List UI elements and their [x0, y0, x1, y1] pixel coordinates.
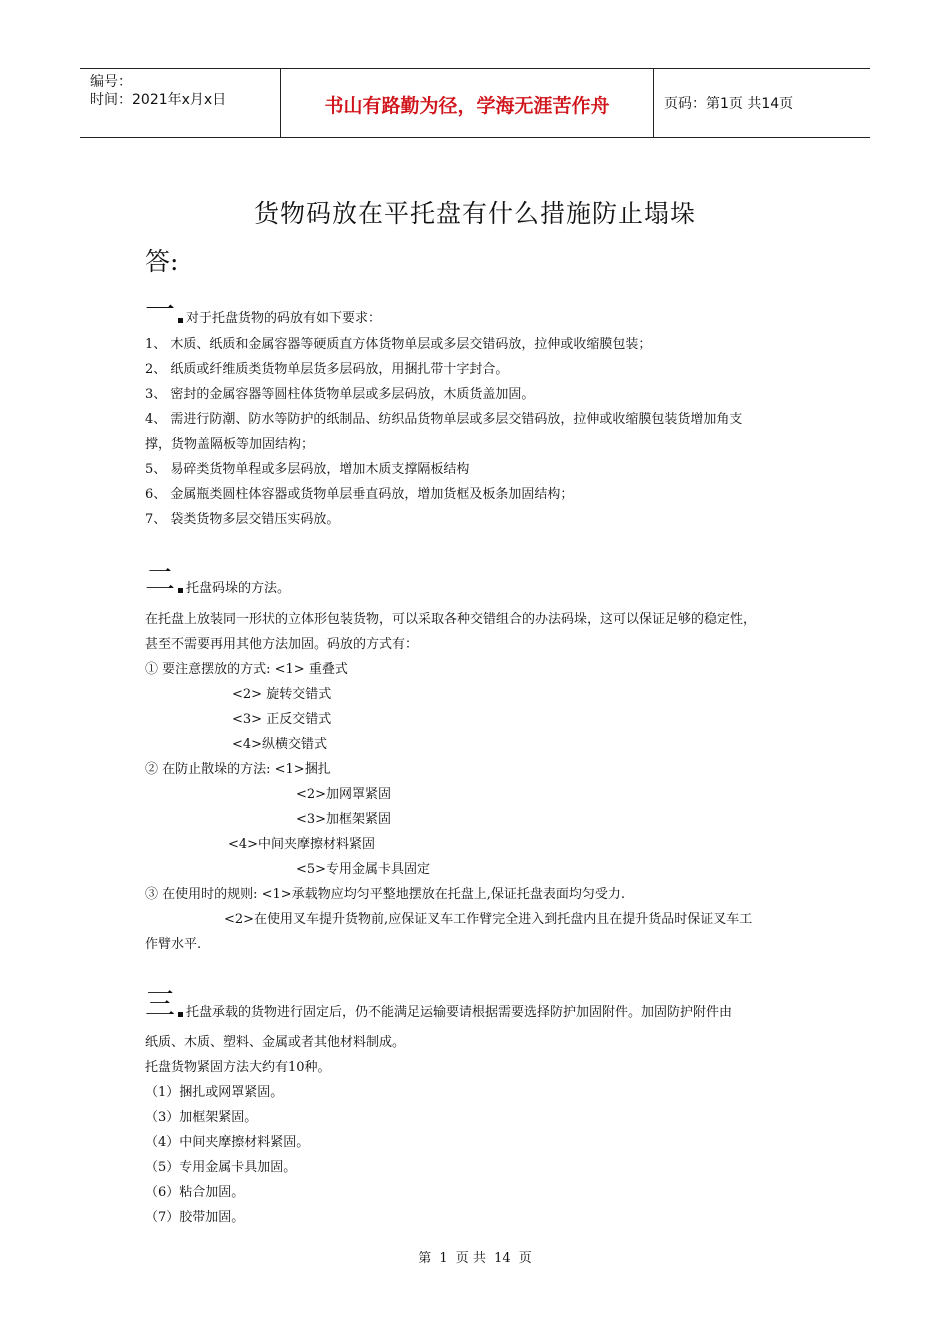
section3-item: （3）加框架紧固。 [145, 1110, 258, 1125]
page-title: 货物码放在平托盘有什么措施防止塌垛 [253, 199, 696, 228]
section2-method-b-item: <4>中间夹摩擦材料紧固 [228, 837, 376, 852]
section3-item: （4）中间夹摩擦材料紧固。 [145, 1135, 310, 1150]
section1-numeral: 一 [145, 293, 175, 328]
section2-method-c-item: 作臂水平. [145, 937, 202, 952]
document-number-label: 编号： [90, 74, 132, 90]
header-left-cell [80, 69, 281, 137]
section1-item: 3、 密封的金属容器等圆柱体货物单层或多层码放，木质货盖加固。 [145, 387, 535, 402]
section2-method-a-item: <2> 旋转交错式 [232, 687, 332, 702]
section3-item: （6）粘合加固。 [145, 1185, 245, 1200]
footer-prefix: 第 [418, 1251, 432, 1266]
section2-method-a-item: <4>纵横交错式 [232, 737, 328, 752]
bullet-dot [178, 1012, 183, 1017]
section1-item: 5、 易碎类货物单程或多层码放，增加木质支撑隔板结构 [145, 462, 470, 477]
header-middle-cell [281, 69, 654, 137]
section2-method-c-item: <2>在使用叉车提升货物前,应保证叉车工作臂完全进入到托盘内且在提升货品时保证叉车工 [224, 912, 753, 927]
page-footer [0, 1247, 950, 1266]
document-date: 时间：2021年x月x日 [90, 92, 227, 108]
section3-item: （7）胶带加固。 [145, 1210, 245, 1225]
section3-heading-text: 托盘承载的货物进行固定后，仍不能满足运输要请根据需要选择防护加固附件。加固防护附件由 [186, 1005, 733, 1020]
section2-method-b-item: <5>专用金属卡具固定 [296, 862, 431, 877]
section3-heading [145, 987, 733, 1022]
answer-label: 答: [145, 247, 179, 276]
section3-item: （1）捆扎或网罩紧固。 [145, 1085, 284, 1100]
section2-heading [145, 563, 291, 598]
section2-method-b: ② 在防止散垛的方法: <1>捆扎 [145, 762, 331, 777]
section1-item: 4、 需进行防潮、防水等防护的纸制品、纺织品货物单层或多层交错码放，拉伸或收缩膜包装货增加角支 [145, 412, 743, 427]
section2-intro: 甚至不需要再用其他方法加固。码放的方式有： [145, 637, 419, 652]
section2-numeral: 二 [145, 563, 175, 598]
section1-item: 1、 木质、纸质和金属容器等硬质直方体货物单层或多层交错码放，拉伸或收缩膜包装； [145, 337, 652, 352]
footer-total-pages: 14 [494, 1251, 511, 1266]
section3-text: 托盘货物紧固方法大约有10种。 [145, 1060, 331, 1075]
header-right-cell [654, 69, 870, 137]
section1-heading [145, 293, 382, 328]
header-page-info: 页码：第1页 共14页 [664, 96, 794, 112]
section2-method-a-item: <3> 正反交错式 [232, 712, 332, 727]
bullet-dot [178, 318, 183, 323]
section2-heading-text: 托盘码垛的方法。 [186, 581, 291, 596]
section2-method-c: ③ 在使用时的规则: <1>承载物应均匀平整地摆放在托盘上,保证托盘表面均匀受力. [145, 887, 625, 902]
section3-text: 纸质、木质、塑料、金属或者其他材料制成。 [145, 1035, 406, 1050]
section2-method-a: ① 要注意摆放的方式: <1> 重叠式 [145, 662, 348, 677]
footer-page-number: 1 [439, 1251, 448, 1266]
bullet-dot [178, 588, 183, 593]
header-table [80, 68, 870, 138]
section2-method-b-item: <3>加框架紧固 [296, 812, 392, 827]
section1-heading-text: 对于托盘货物的码放有如下要求： [186, 311, 382, 326]
header-motto: 书山有路勤为径，学海无涯苦作舟 [324, 95, 610, 117]
section3-numeral: 三 [145, 987, 175, 1022]
section3-item: （5）专用金属卡具加固。 [145, 1160, 297, 1175]
footer-suffix: 页 [518, 1251, 532, 1266]
section2-intro: 在托盘上放装同一形状的立体形包装货物，可以采取各种交错组合的办法码垛，这可以保证足够的稳定性， [145, 612, 757, 627]
section1-item: 6、 金属瓶类圆柱体容器或货物单层垂直码放，增加货框及板条加固结构； [145, 487, 574, 502]
section2-method-b-item: <2>加网罩紧固 [296, 787, 392, 802]
section1-item: 7、 袋类货物多层交错压实码放。 [145, 512, 340, 527]
section1-item: 2、 纸质或纤维质类货物单层货多层码放，用捆扎带十字封合。 [145, 362, 509, 377]
section1-item-continued: 撑，货物盖隔板等加固结构； [145, 437, 315, 452]
footer-middle: 页 共 [455, 1251, 486, 1266]
